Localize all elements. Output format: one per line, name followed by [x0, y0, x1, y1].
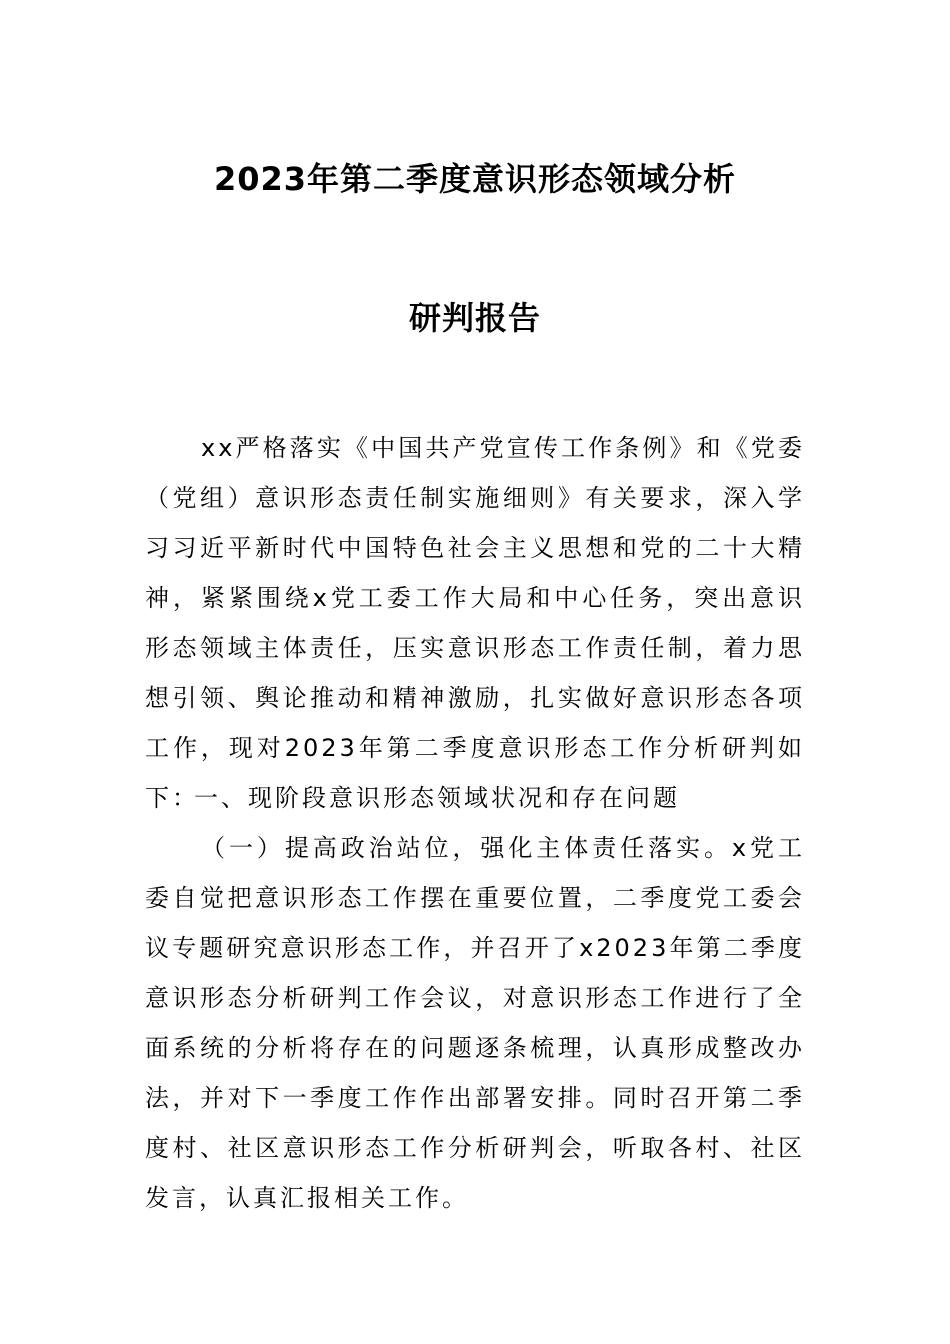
document-title-line-2: 研判报告	[408, 299, 541, 337]
intro-paragraph: xx严格落实《中国共产党宣传工作条例》和《党委（党组）意识形态责任制实施细则》有关要求，深入学习习近平新时代中国特色社会主义思想和党的二十大精神，紧紧围绕x党工委工作大局和中心任务，突出意识形态领域主体责任，压实意识形态工作责任制，着力思想引领、舆论推动和精神激励，扎实做好意识形态各项工作，现对2023年第二季度意识形态工作分析研判如下：	[145, 434, 805, 812]
subsection-paragraph: （一）提高政治站位，强化主体责任落实。x党工委自觉把意识形态工作摆在重要位置，二季度党工委会议专题研究意识形态工作，并召开了x2023年第二季度意识形态分析研判工作会议，对意识形态工作进行了全面系统的分析将存在的问题逐条梳理，认真形成整改办法，并对下一季度工作作出部署安排。同时召开第二季度村、社区意识形态工作分析研判会，听取各村、社区发言，认真汇报相关工作。	[145, 834, 805, 1212]
section-heading: 一、现阶段意识形态领域状况和存在问题	[194, 784, 680, 812]
document-title-line-1: 2023年第二季度意识形态领域分析	[213, 160, 737, 198]
